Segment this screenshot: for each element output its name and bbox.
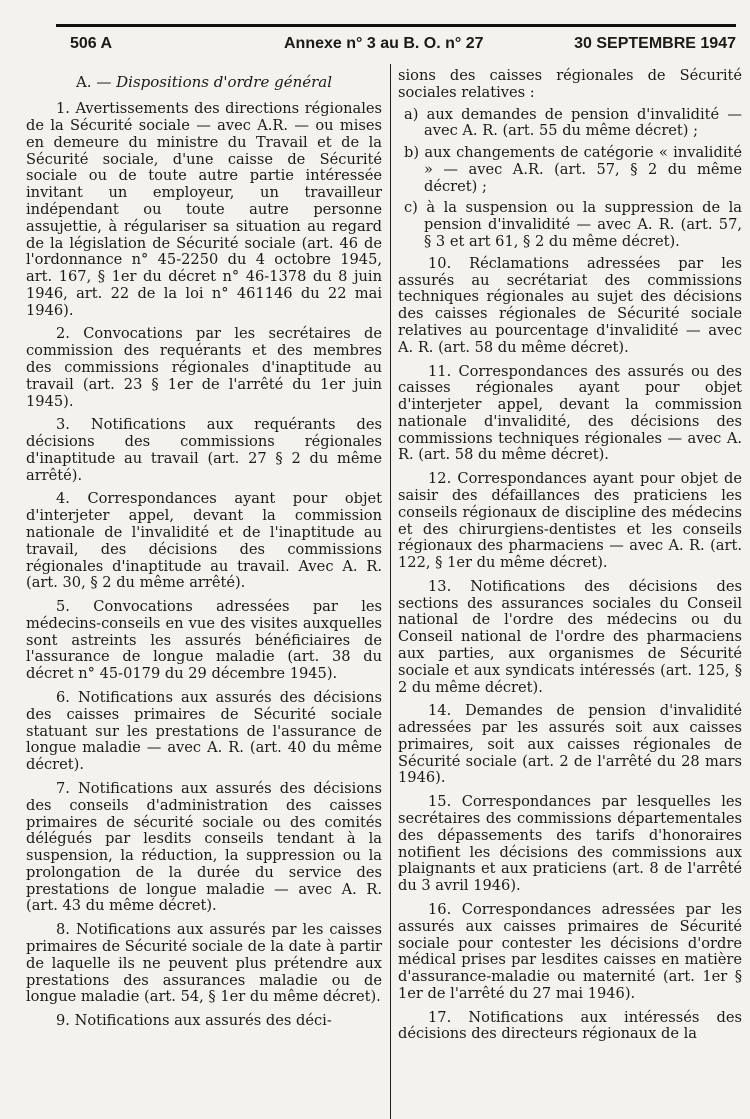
publication-date: 30 SEPTEMBRE 1947 <box>574 35 736 52</box>
page-header <box>56 24 736 57</box>
sub-item: c) à la suspension ou la suppression de la pension d'invalidité — avec A. R. (art. 57, § 3 et art 61, § 2 du même décret). <box>404 199 742 251</box>
list-item: 11. Correspondances des assurés ou des caisses régionales ayant pour objet d'interjeter appel, devant la commission nationale d'invalidité, des décisions des commissions techniques régionales — avec A. R. (art. 58 du même décret). <box>398 362 742 464</box>
list-item: 6. Notifications aux assurés des décisions des caisses primaires de Sécurité sociale statuant sur les prestations de l'assurance de longue maladie — avec A. R. (art. 40 du même décret). <box>26 689 382 774</box>
column-divider <box>390 64 391 1119</box>
section-title <box>26 74 382 91</box>
list-item: 9. Notifications aux assurés des déci- <box>56 1012 332 1030</box>
page-number: 506 A <box>70 35 113 52</box>
annex-reference: Annexe n° 3 au B. O. n° 27 <box>284 35 484 52</box>
list-item: 2. Convocations par les secrétaires de commission des requérants et des membres des commissions régionales d'inaptitude au travail (art. 23 § 1er de l'arrêté du 1er juin 1945). <box>26 325 382 410</box>
list-item: 15. Correspondances par lesquelles les secrétaires des commissions départementales des dépassements des tarifs d'honoraires notifient les décisions des commissions aux plaignants et aux praticiens (art. 8 de l'arrêté du 3 avril 1946). <box>398 793 742 895</box>
list-item: 16. Correspondances adressées par les assurés aux caisses primaires de Sécurité sociale pour contester les décisions d'ordre médical prises par lesdites caisses en matière d'assurance-maladie ou maternité (art. 1er § 1er de l'arrêté du 27 mai 1946). <box>398 900 742 1002</box>
list-item: 5. Convocations adressées par les médecins-conseils en vue des visites auxquelles sont astreints les assurés bénéficiaires de l'assurance de longue maladie (art. 38 du décret n° 45-0179 du 29 décembre 1945). <box>26 598 382 683</box>
list-item: 14. Demandes de pension d'invalidité adressées par les assurés soit aux caisses primaires, soit aux caisses régionales de Sécurité sociale (art. 2 de l'arrêté du 28 mars 1946). <box>398 702 742 787</box>
list-item: 10. Réclamations adressées par les assurés au secrétariat des commissions techniques régionales au sujet des décisions des caisses régionales de Sécurité sociale relatives au pourcentage d'invalidité — avec A. R. (art. 58 du même décret). <box>398 254 742 356</box>
section-heading: Dispositions d'ordre général <box>116 73 333 91</box>
sub-item: a) aux demandes de pension d'invalidité — avec A. R. (art. 55 du même décret) ; <box>404 105 742 140</box>
continued-text: sions des caisses régionales de Sécurité sociales relatives : <box>398 67 742 101</box>
list-item: 1. Avertissements des directions régionales de la Sécurité sociale — avec A.R. — ou mises en demeure du ministre du Travail et de la Sécurité sociale, d'une caisse de Sécurité sociale ou de toute autre partie intéressée invitant un employeur, un travailleur indépendant ou toute autre personne assujettie, à régulariser sa situation au regard de la législation de Sécurité sociale (art. 46 de l'ordonnance n° 45-2250 du 4 octobre 1945, art. 167, § 1er du décret n° 46-1378 du 8 juin 1946, art. 22 de la loi n° 461146 du 22 mai 1946). <box>26 100 382 319</box>
right-column <box>398 68 742 1115</box>
list-item: 17. Notifications aux intéressés des décisions des directeurs régionaux de la <box>398 1008 742 1043</box>
list-item: 4. Correspondances ayant pour objet d'interjeter appel, devant la commission nationale de l'invalidité et de l'inaptitude au travail, des décisions des commissions régionales d'inaptitude au travail. Avec A. R. (art. 30, § 2 du même arrêté). <box>26 490 382 592</box>
list-item: 13. Notifications des décisions des sections des assurances sociales du Conseil national de l'ordre des médecins ou du Conseil national de l'ordre des pharmaciens aux parties, aux organismes de Sécurité sociale et aux syndicats intéressés (art. 125, § 2 du même décret). <box>398 577 742 696</box>
list-item: 7. Notifications aux assurés des décisions des conseils d'administration des caisses primaires de sécurité sociale ou des comités délégués par lesdits conseils tendant à la suspension, la réduction, la suppression ou la prolongation de la durée du service des prestations de longue maladie — avec A. R. (art. 43 du même décret). <box>26 779 382 915</box>
list-item: 8. Notifications aux assurés par les caisses primaires de Sécurité sociale de la date à partir de laquelle ils ne peuvent plus prétendre aux prestations des assurances maladie ou de longue maladie (art. 54, § 1er du même décret). <box>26 921 382 1006</box>
list-item: 3. Notifications aux requérants des décisions des commissions régionales d'inaptitude au travail (art. 27 § 2 du même arrêté). <box>26 416 382 484</box>
sub-item: b) aux changements de catégorie « invalidité » — avec A.R. (art. 57, § 2 du même décret) ; <box>404 144 742 195</box>
list-item: 12. Correspondances ayant pour objet de saisir des défaillances des praticiens les conseils régionaux de discipline des médecins et des chirurgiens-dentistes et les conseils régionaux des pharmaciens — avec A. R. (art. 122, § 1er du même décret). <box>398 470 742 572</box>
left-column <box>26 68 382 1115</box>
section-letter: A. — <box>75 73 112 91</box>
